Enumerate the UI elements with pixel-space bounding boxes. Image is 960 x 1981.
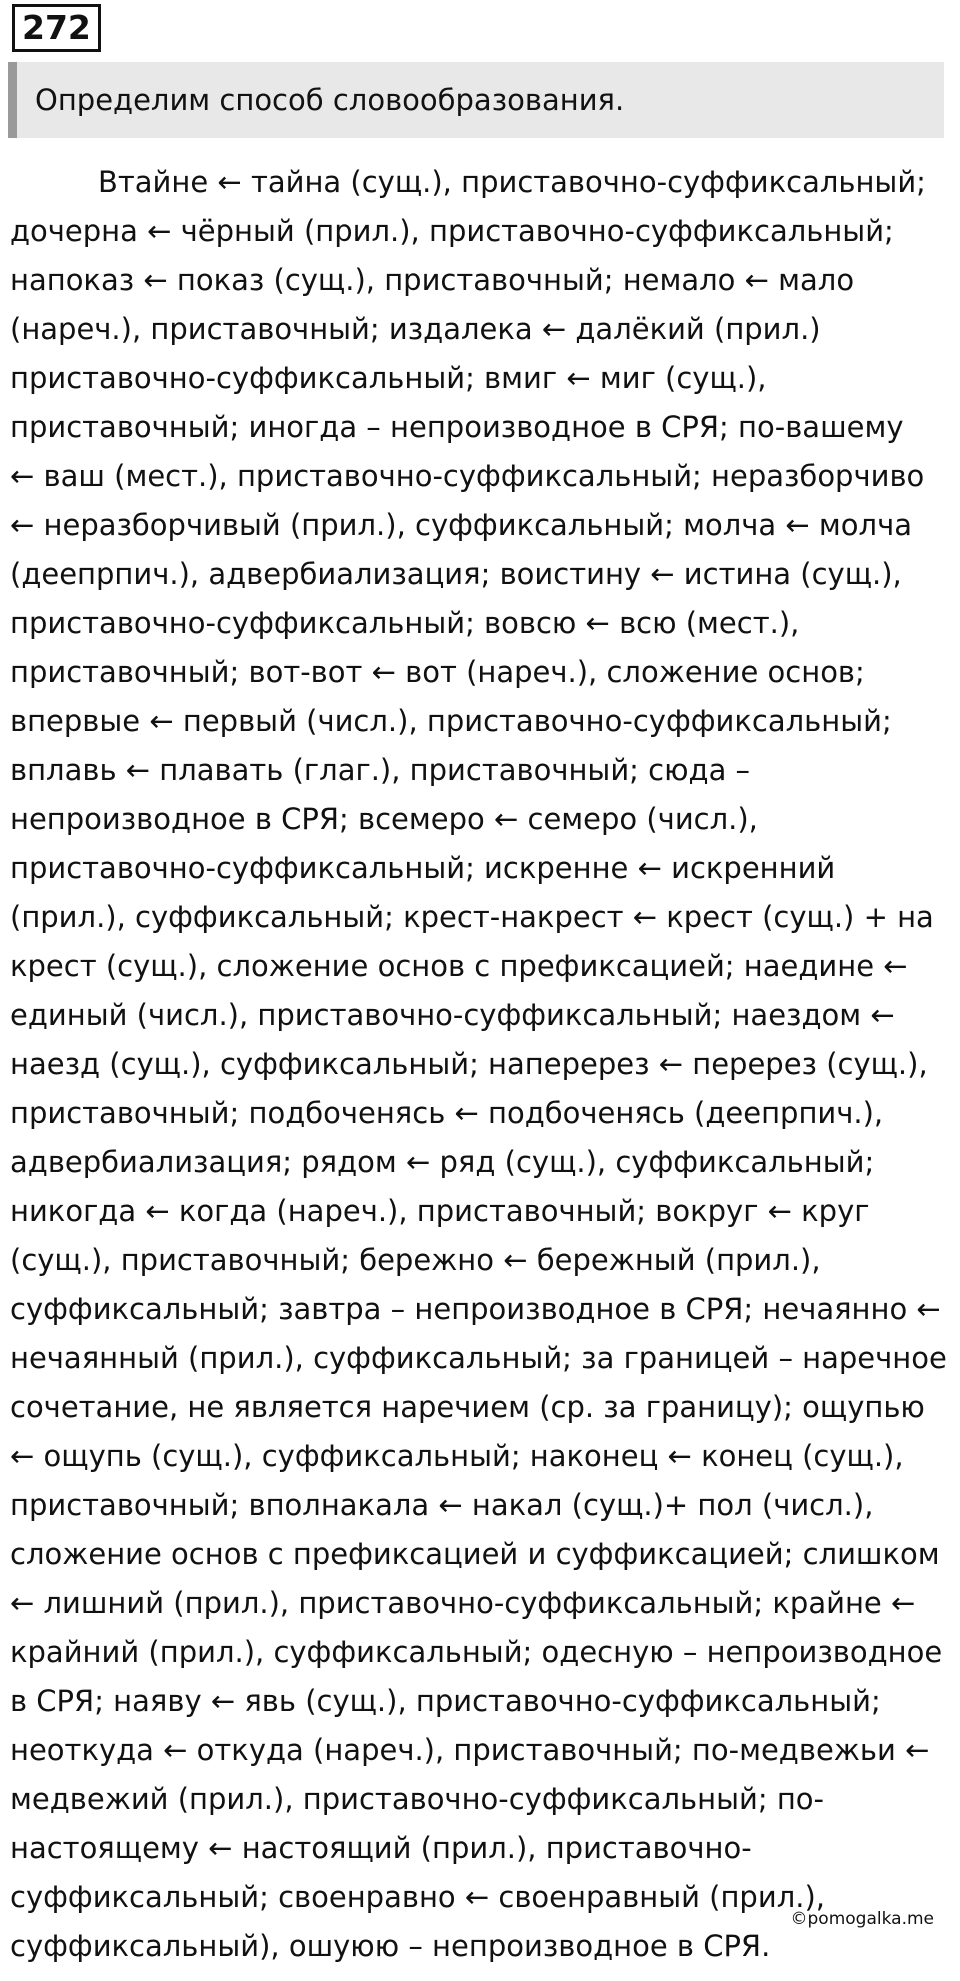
text-line: (прил.), суффиксальный; крест-накрест ← крест (сущ.) + на — [10, 900, 934, 934]
text-line: приставочный; вот-вот ← вот (нареч.), сложение основ; — [10, 655, 865, 689]
text-line: дочерна ← чёрный (прил.), приставочно-суффиксальный; — [10, 214, 894, 248]
text-line: суффиксальный; завтра – непроизводное в СРЯ; нечаянно ← — [10, 1292, 941, 1326]
text-line: приставочный; вполнакала ← накал (сущ.)+ пол (числ.), — [10, 1488, 874, 1522]
text-line: неоткуда ← откуда (нареч.), приставочный; по-медвежьи ← — [10, 1733, 930, 1767]
text-line: (деепрпич.), адвербиализация; воистину ← истина (сущ.), — [10, 557, 902, 591]
text-line: настоящему ← настоящий (прил.), приставочно- — [10, 1831, 752, 1865]
text-line: ← неразборчивый (прил.), суффиксальный; молча ← молча — [10, 508, 912, 542]
text-line: адвербиализация; рядом ← ряд (сущ.), суффиксальный; — [10, 1145, 875, 1179]
text-line: напоказ ← показ (сущ.), приставочный; немало ← мало — [10, 263, 855, 297]
text-line: сложение основ с префиксацией и суффиксацией; слишком — [10, 1537, 940, 1571]
text-line: приставочный; иногда – непроизводное в СРЯ; по-вашему — [10, 410, 904, 444]
text-line: ← ваш (мест.), приставочно-суффиксальный; неразборчиво — [10, 459, 925, 493]
text-line: единый (числ.), приставочно-суффиксальный; наездом ← — [10, 998, 895, 1032]
text-line: нечаянный (прил.), суффиксальный; за границей – наречное — [10, 1341, 947, 1375]
text-line: непроизводное в СРЯ; всемеро ← семеро (числ.), — [10, 802, 758, 836]
text-line: приставочно-суффиксальный; вовсю ← всю (мест.), — [10, 606, 800, 640]
text-line: (сущ.), приставочный; бережно ← бережный (прил.), — [10, 1243, 821, 1277]
text-line: крайний (прил.), суффиксальный; одесную – непроизводное — [10, 1635, 943, 1669]
task-number: 272 — [12, 4, 101, 52]
text-line: суффиксальный), ошуюю – непроизводное в СРЯ. — [10, 1929, 771, 1963]
text-line: впервые ← первый (числ.), приставочно-суффиксальный; — [10, 704, 892, 738]
text-line: в СРЯ; наяву ← явь (сущ.), приставочно-суффиксальный; — [10, 1684, 881, 1718]
text-line: (нареч.), приставочный; издалека ← далёкий (прил.) — [10, 312, 821, 346]
text-line: приставочный; подбоченясь ← подбоченясь (деепрпич.), — [10, 1096, 884, 1130]
text-line: медвежий (прил.), приставочно-суффиксальный; по- — [10, 1782, 824, 1816]
text-line: приставочно-суффиксальный; вмиг ← миг (сущ.), — [10, 361, 767, 395]
header-text: Определим способ словообразования. — [35, 83, 625, 117]
watermark: ©pomogalka.me — [790, 1909, 934, 1929]
header-box — [8, 62, 944, 138]
text-line: крест (сущ.), сложение основ с префиксацией; наедине ← — [10, 949, 908, 983]
text-line: суффиксальный; своенравно ← своенравный (прил.), — [10, 1880, 825, 1914]
text-line: ← ощупь (сущ.), суффиксальный; наконец ← конец (сущ.), — [10, 1439, 904, 1473]
text-line: ← лишний (прил.), приставочно-суффиксальный; крайне ← — [10, 1586, 916, 1620]
text-line: Втайне ← тайна (сущ.), приставочно-суффиксальный; — [98, 165, 926, 199]
text-line: сочетание, не является наречием (ср. за границу); ощупью — [10, 1390, 925, 1424]
text-line: приставочно-суффиксальный; искренне ← искренний — [10, 851, 836, 885]
text-line: вплавь ← плавать (глаг.), приставочный; сюда – — [10, 753, 751, 787]
answer-text — [10, 158, 950, 1971]
text-line: никогда ← когда (нареч.), приставочный; вокруг ← круг — [10, 1194, 870, 1228]
text-line: наезд (сущ.), суффиксальный; наперерез ← перерез (сущ.), — [10, 1047, 928, 1081]
